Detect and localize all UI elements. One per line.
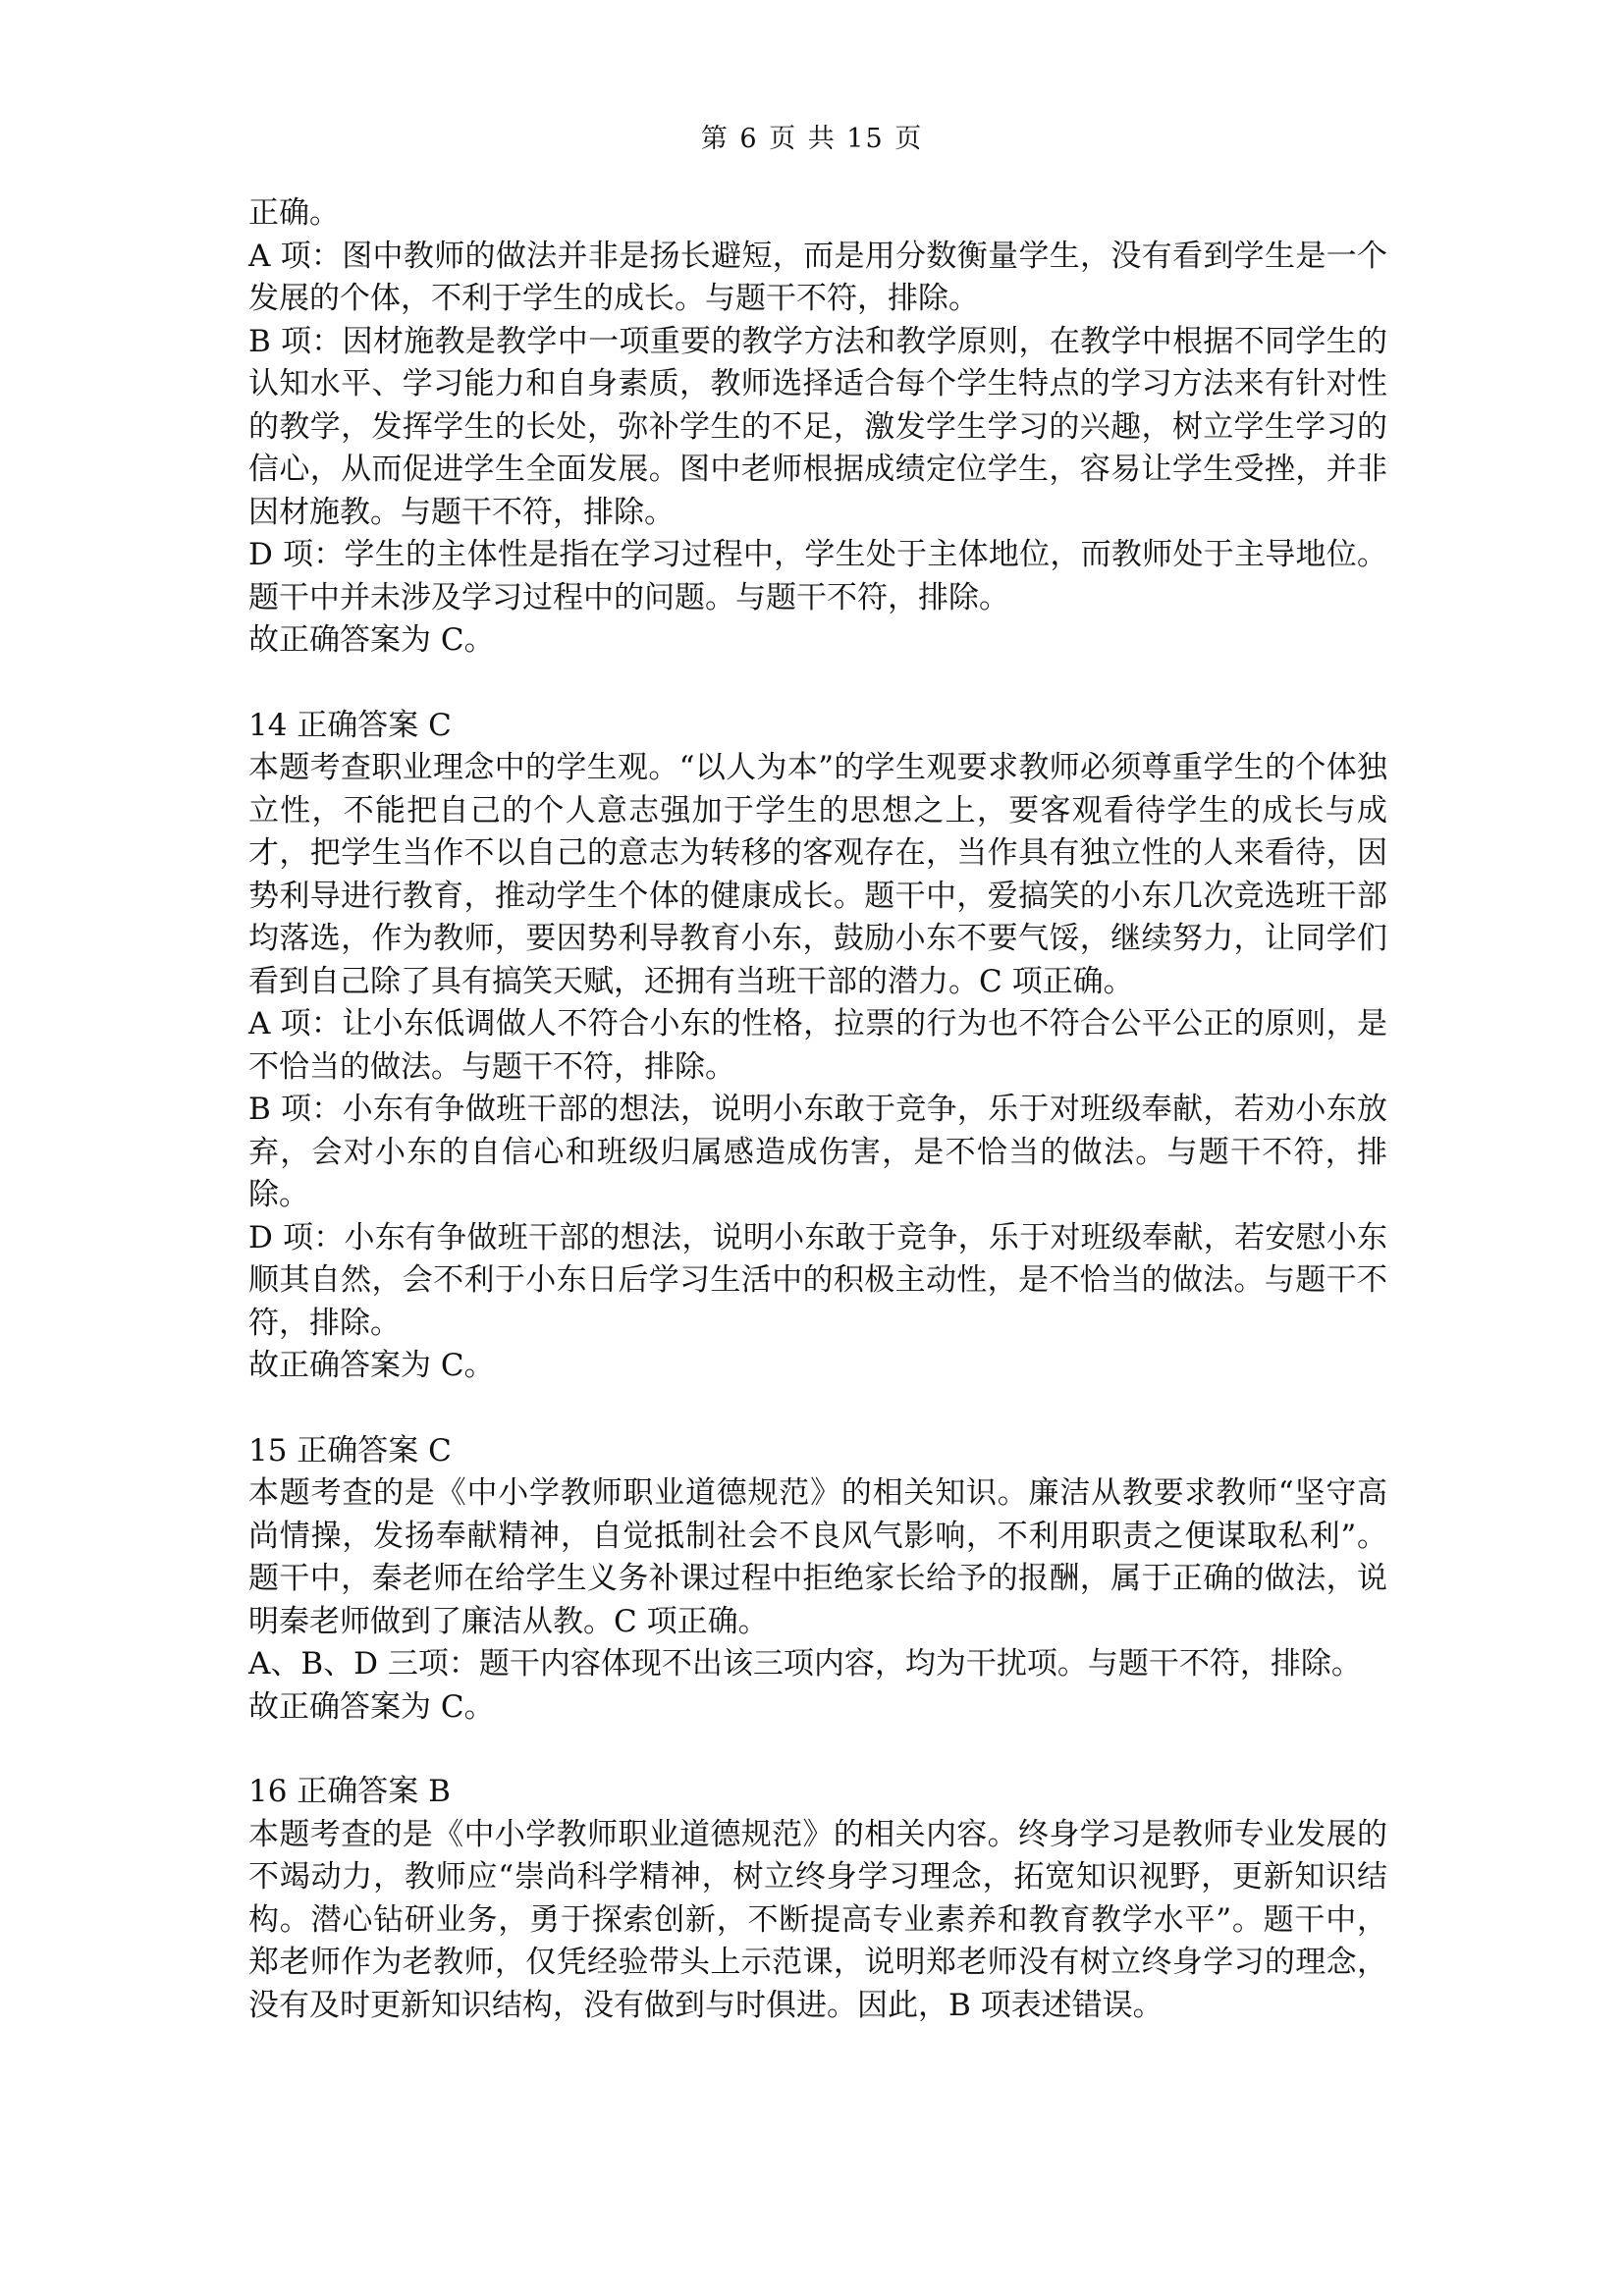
paragraph-spacer: [248, 1388, 1387, 1430]
heading-q14-answer: 14 正确答案 C: [248, 707, 452, 743]
paragraph-q13-option-a: A 项：图中教师的做法并非是扬长避短，而是用分数衡量学生，没有看到学生是一个发展的个体，不利于学生的成长。与题干不符，排除。: [248, 238, 1387, 316]
paragraph-q13-option-b: B 项：因材施教是教学中一项重要的教学方法和教学原则，在教学中根据不同学生的认知水平、学习能力和自身素质，教师选择适合每个学生特点的学习方法来有针对性的教学，发挥学生的长处，弥补学生的不足，激发学生学习的兴趣，树立学生学习的信心，从而促进学生全面发展。图中老师根据成绩定位学生，容易让学生受挫，并非因材施教。与题干不符，排除。: [248, 323, 1387, 530]
paragraph-q13-conclusion: 正确。: [248, 195, 340, 231]
paragraph-q15-answer: 故正确答案为 C。: [248, 1688, 495, 1725]
paragraph-q14-option-a: A 项：让小东低调做人不符合小东的性格，拉票的行为也不符合公平公正的原则，是不恰当的做法。与题干不符，排除。: [248, 1006, 1387, 1085]
paragraph-spacer: [248, 663, 1387, 705]
paragraph-q15-explanation: 本题考查的是《中小学教师职业道德规范》的相关知识。廉洁从教要求教师“坚守高尚情操，发扬奉献精神，自觉抵制社会不良风气影响，不利用职责之便谋取私利”。题干中，秦老师在给学生义务补课过程中拒绝家长给予的报酬，属于正确的做法，说明秦老师做到了廉洁从教。C 项正确。: [248, 1475, 1387, 1639]
paragraph-q14-explanation: 本题考查职业理念中的学生观。“以人为本”的学生观要求教师必须尊重学生的个体独立性，不能把自己的个人意志强加于学生的思想之上，要客观看待学生的成长与成才，把学生当作不以自己的意志为转移的客观存在，当作具有独立性的人来看待，因势利导进行教育，推动学生个体的健康成长。题干中，爱搞笑的小东几次竞选班干部均落选，作为教师，要因势利导教育小东，鼓励小东不要气馁，继续努力，让同学们看到自己除了具有搞笑天赋，还拥有当班干部的潜力。C 项正确。: [248, 750, 1387, 999]
page-number-header: 第 6 页 共 15 页: [700, 124, 924, 154]
paragraph-q14-option-d: D 项：小东有争做班干部的想法，说明小东敢于竞争，乐于对班级奉献，若安慰小东顺其自然，会不利于小东日后学习生活中的积极主动性，是不恰当的做法。与题干不符，排除。: [248, 1219, 1387, 1341]
paragraph-q13-option-d: D 项：学生的主体性是指在学习过程中，学生处于主体地位，而教师处于主导地位。题干中并未涉及学习过程中的问题。与题干不符，排除。: [248, 537, 1387, 615]
paragraph-q13-answer: 故正确答案为 C。: [248, 622, 495, 658]
heading-q15-answer: 15 正确答案 C: [248, 1432, 452, 1468]
paragraph-q16-explanation: 本题考查的是《中小学教师职业道德规范》的相关内容。终身学习是教师专业发展的不竭动力，教师应“崇尚科学精神，树立终身学习理念，拓宽知识视野，更新知识结构。潜心钻研业务，勇于探索创新，不断提高专业素养和教育教学水平”。题干中，郑老师作为老教师，仅凭经验带头上示范课，说明郑老师没有树立终身学习的理念，没有及时更新知识结构，没有做到与时俱进。因此，B 项表述错误。: [248, 1816, 1387, 2023]
document-body: [248, 192, 1387, 2027]
paragraph-q14-option-b: B 项：小东有争做班干部的想法，说明小东敢于竞争，乐于对班级奉献，若劝小东放弃，会对小东的自信心和班级归属感造成伤害，是不恰当的做法。与题干不符，排除。: [248, 1092, 1387, 1212]
paragraph-q14-answer: 故正确答案为 C。: [248, 1348, 495, 1383]
paragraph-spacer: [248, 1729, 1387, 1771]
heading-q16-answer: 16 正确答案 B: [248, 1774, 451, 1809]
paragraph-q15-options-abd: A、B、D 三项：题干内容体现不出该三项内容，均为干扰项。与题干不符，排除。: [248, 1646, 1362, 1682]
